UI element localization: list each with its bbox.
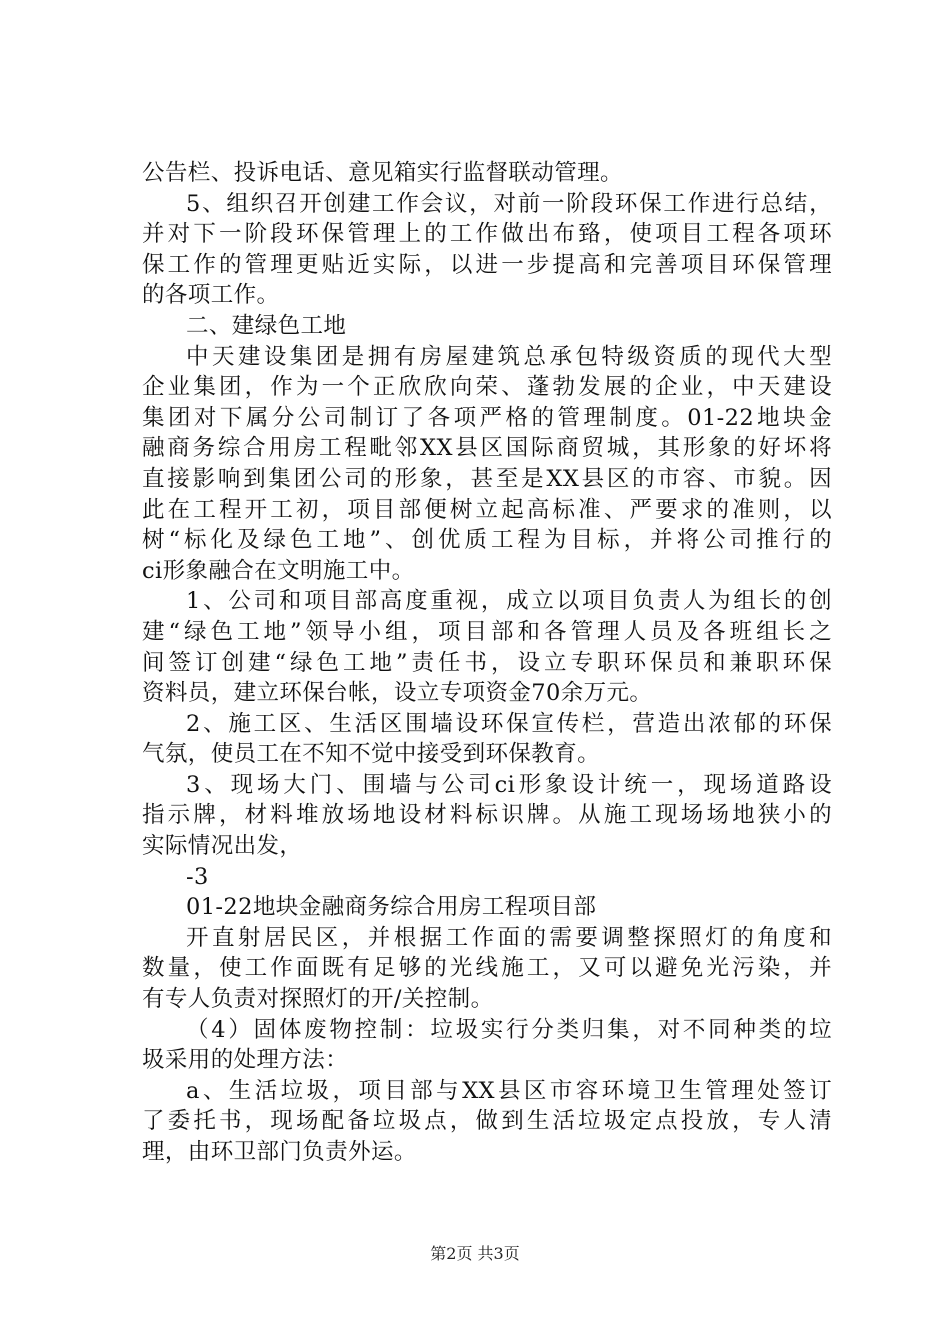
text-line: ci形象融合在文明施工中。 [142,557,415,584]
text-line: 圾采用的处理方法： [142,1047,349,1074]
text-line: 公告栏、投诉电话、意见箱实行监督联动管理。 [142,160,623,186]
text-line: 保工作的管理更贴近实际，以进一步提高和完善项目环保管理 [142,251,832,278]
text-line: 气氛，使员工在不知不觉中接受到环保教育。 [142,741,601,768]
text-line: 融商务综合用房工程毗邻XX县区国际商贸城，其形象的好坏将 [142,435,832,462]
text-line: （4）固体废物控制：垃圾实行分类归集，对不同种类的垃 [186,1016,832,1043]
text-line: 建“绿色工地”领导小组，项目部和各管理人员及各班组长之 [142,618,832,645]
text-line: 间签订创建“绿色工地”责任书，设立专职环保员和兼职环保 [142,649,832,676]
text-line: 此在工程开工初，项目部便树立起高标准、严要求的准则，以 [142,496,832,523]
text-line: a、生活垃圾，项目部与XX县区市容环境卫生管理处签订 [186,1077,832,1104]
text-line: 中天建设集团是拥有房屋建筑总承包特级资质的现代大型 [186,343,832,370]
page-footer: 第2页 共3页 [430,1244,520,1263]
text-line: 指示牌，材料堆放场地设材料标识牌。从施工现场场地狭小的 [142,802,832,829]
text-line: 直接影响到集团公司的形象，甚至是XX县区的市容、市貌。因 [142,465,832,492]
text-line: 5、组织召开创建工作会议，对前一阶段环保工作进行总结， [186,190,832,217]
text-line: 集团对下属分公司制订了各项严格的管理制度。01-22地块金 [142,404,832,431]
text-line: 实际情况出发， [142,833,303,860]
text-line: 并对下一阶段环保管理上的工作做出布臵，使项目工程各项环 [142,221,832,248]
text-line: 的各项工作。 [142,282,280,309]
text-line: 资料员，建立环保台帐，设立专项资金70余万元。 [142,680,653,707]
text-line: 理，由环卫部门负责外运。 [142,1139,417,1165]
text-line: 2、施工区、生活区围墙设环保宣传栏，营造出浓郁的环保 [186,710,832,737]
text-line: 有专人负责对探照灯的开/关控制。 [142,986,494,1013]
text-line: 开直射居民区，并根据工作面的需要调整探照灯的角度和 [186,924,832,951]
text-line: 1、公司和项目部高度重视，成立以项目负责人为组长的创 [186,588,832,615]
text-line: 3、现场大门、围墙与公司ci形象设计统一，现场道路设 [186,771,832,798]
text-line: 企业集团，作为一个正欣欣向荣、蓬勃发展的企业，中天建设 [142,374,832,401]
text-line: 了委托书，现场配备垃圾点，做到生活垃圾定点投放，专人清 [142,1108,832,1135]
text-line: 树“标化及绿色工地”、创优质工程为目标，并将公司推行的 [142,527,832,554]
text-line: 二、建绿色工地 [186,312,347,339]
document-body [142,158,832,1168]
text-line: 数量，使工作面既有足够的光线施工，又可以避免光污染，并 [142,955,832,982]
text-line: -3 [186,863,209,890]
text-line: 01-22地块金融商务综合用房工程项目部 [186,894,597,921]
